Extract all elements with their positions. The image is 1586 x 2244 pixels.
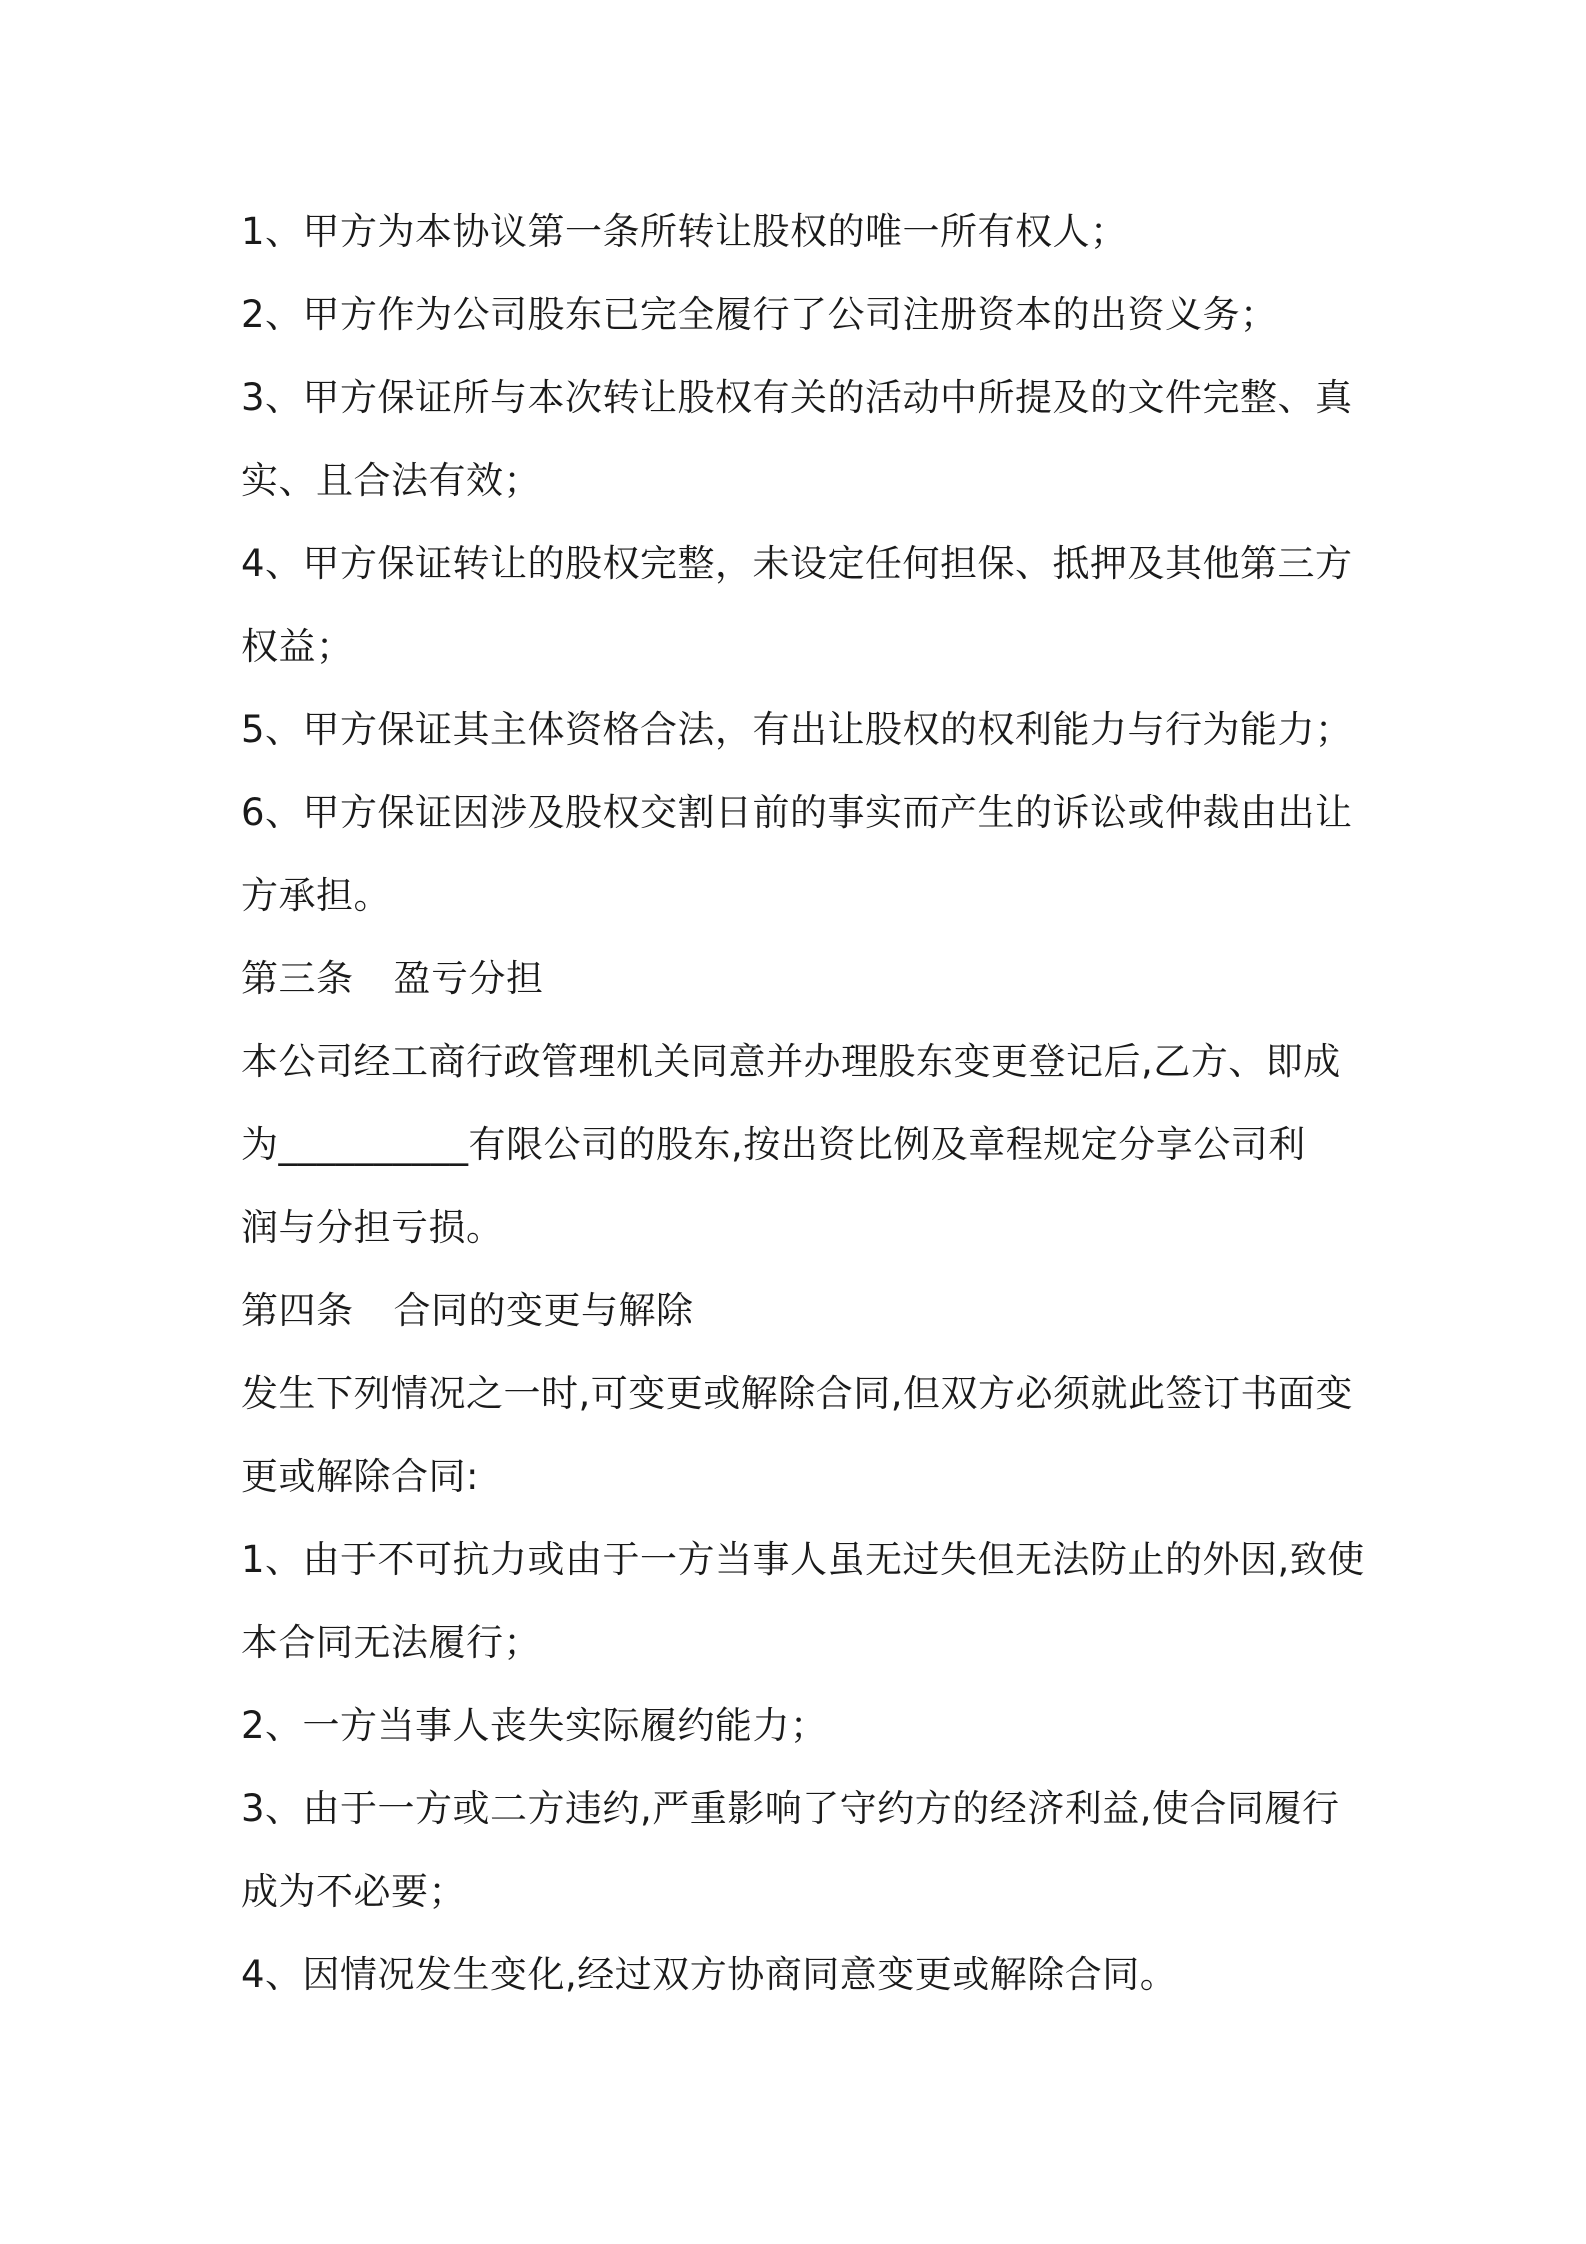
paragraph-line: 4、甲方保证转让的股权完整，未设定任何担保、抵押及其他第三方: [241, 542, 1353, 585]
paragraph-line: 1、甲方为本协议第一条所转让股权的唯一所有权人；: [241, 210, 1128, 253]
paragraph-line: 实、且合法有效；: [241, 459, 541, 502]
section-title: 合同的变更与解除: [393, 1289, 694, 1332]
paragraph-line: 6、甲方保证因涉及股权交割日前的事实而产生的诉讼或仲裁由出让: [241, 791, 1353, 834]
section-heading: [241, 1269, 1361, 1352]
paragraph-line: 2、一方当事人丧失实际履约能力；: [241, 1704, 828, 1747]
paragraph-line: 成为不必要；: [241, 1870, 466, 1913]
section-heading: [241, 937, 1361, 1020]
paragraph-line: 3、由于一方或二方违约,严重影响了守约方的经济利益,使合同履行: [241, 1787, 1340, 1830]
document-body: [241, 190, 1365, 2016]
paragraph-line: 发生下列情况之一时,可变更或解除合同,但双方必须就此签订书面变: [241, 1372, 1354, 1415]
paragraph-line: 为__________有限公司的股东,按出资比例及章程规定分享公司利: [241, 1123, 1306, 1166]
paragraph-line: 3、甲方保证所与本次转让股权有关的活动中所提及的文件完整、真: [241, 376, 1353, 419]
section-title: 盈亏分担: [393, 957, 544, 1000]
paragraph-line: 本合同无法履行；: [241, 1621, 541, 1664]
section-number: 第三条: [241, 957, 354, 1000]
paragraph-line: 4、因情况发生变化,经过双方协商同意变更或解除合同。: [241, 1953, 1178, 1996]
paragraph-line: 更或解除合同:: [241, 1455, 479, 1498]
section-number: 第四条: [241, 1289, 354, 1332]
paragraph-line: 2、甲方作为公司股东已完全履行了公司注册资本的出资义务；: [241, 293, 1278, 336]
paragraph-line: 权益；: [241, 625, 354, 668]
paragraph-line: 1、由于不可抗力或由于一方当事人虽无过失但无法防止的外因,致使: [241, 1538, 1365, 1581]
paragraph-line: 方承担。: [241, 874, 391, 917]
paragraph-line: 润与分担亏损。: [241, 1206, 504, 1249]
paragraph-line: 5、甲方保证其主体资格合法，有出让股权的权利能力与行为能力；: [241, 708, 1353, 751]
paragraph-line: 本公司经工商行政管理机关同意并办理股东变更登记后,乙方、即成: [241, 1040, 1341, 1083]
